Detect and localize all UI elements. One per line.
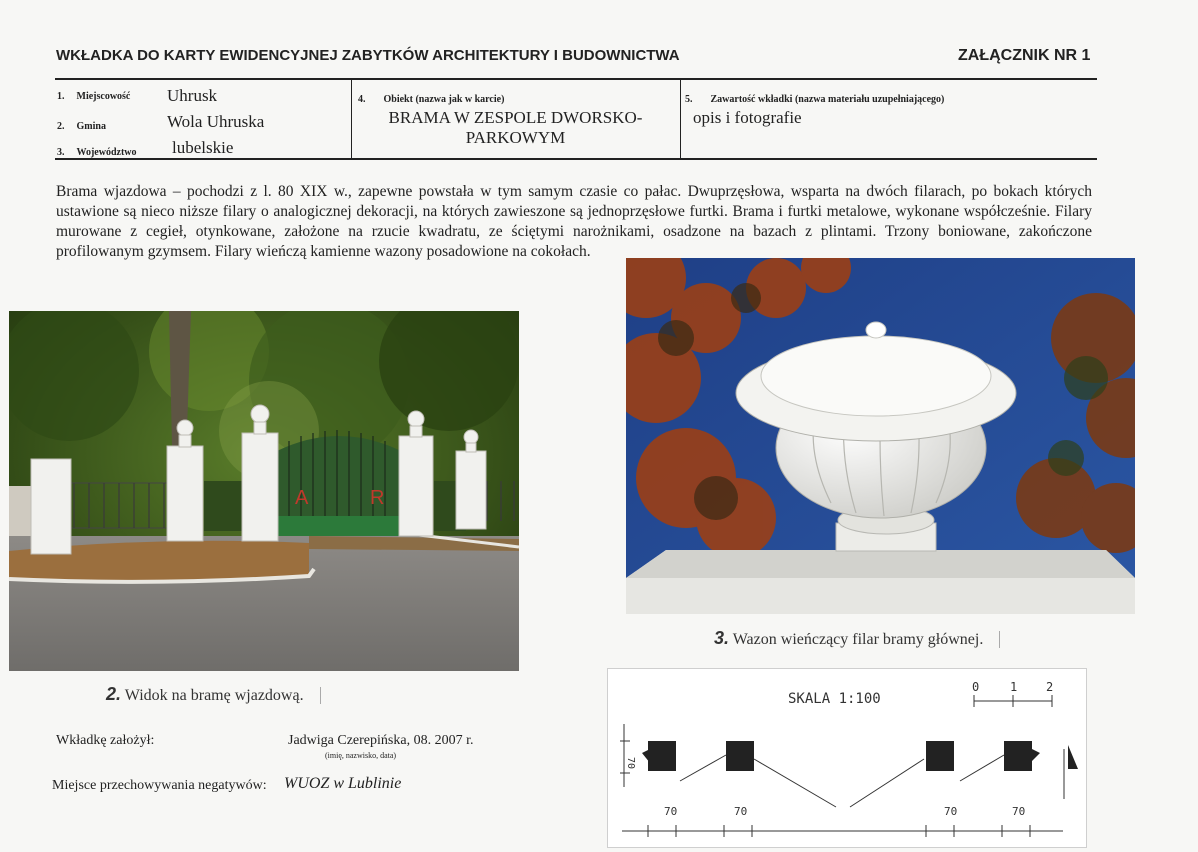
description-paragraph: Brama wjazdowa – pochodzi z l. 80 XIX w., zapewne powstała w tym samym czasie co pałac. Dwuprzęsłowa, wsparta na dwóch filarach, po bokach których ustawione są nieco niższe filary o analogicznej dekoracji, na których zawieszone są jednoprzęsłowe furtki. Brama i furtki metalowe, wykonane współcześnie. Filary murowane z cegieł, otynkowane, założone na rzucie kwadratu, ze ściętymi narożnikami, osadzone na bazach z plintami. Trzony boniowane, zakończone profilowanym gzymsem. Filary wieńczą kamienne wazony posadowione na cokołach.: [56, 183, 1092, 260]
field-divider-2: [680, 80, 681, 159]
scale-label: SKALA 1:100: [788, 691, 881, 707]
scale-tick-1: 1: [1010, 680, 1018, 694]
header-rule-bottom: [55, 158, 1097, 160]
header-rule-top: [55, 78, 1097, 80]
field-locality: 1. Miejscowość: [57, 91, 131, 102]
field-commune: 2. Gmina: [57, 121, 106, 132]
gate-letter-left: A: [295, 487, 309, 509]
gate-letter-right: R: [370, 487, 385, 509]
height-dim-label: 70: [625, 757, 636, 770]
caption-photo-3: 3. Wazon wieńczący filar bramy głównej.: [714, 628, 1000, 649]
annex-label: ZAŁĄCZNIK NR 1: [958, 47, 1091, 64]
author-label: Wkładkę założył:: [56, 733, 155, 748]
field-locality-value: Uhrusk: [167, 86, 218, 105]
scale-tick-0: 0: [972, 680, 980, 694]
dim-label-3: 70: [944, 805, 958, 818]
photo-gate-view: [9, 311, 519, 671]
author-hint: (imię, nazwisko, data): [325, 751, 397, 760]
field-object-value: BRAMA W ZESPOLE DWORSKO- PARKOWYM: [388, 108, 643, 147]
scale-tick-2: 2: [1046, 680, 1054, 694]
scale-drawing: [607, 668, 1087, 848]
field-voivodeship: 3. Województwo: [57, 147, 137, 158]
field-voivodeship-value: lubelskie: [172, 138, 234, 157]
caption-photo-2: 2. Widok na bramę wjazdową.: [106, 684, 321, 705]
field-commune-value: Wola Uhruska: [167, 112, 265, 131]
field-contents-value: opis i fotografie: [693, 108, 802, 127]
field-contents: 5. Zawartość wkładki (nazwa materiału uzupełniającego): [685, 94, 945, 105]
negatives-label: Miejsce przechowywania negatywów:: [52, 778, 267, 793]
dim-label-2: 70: [734, 805, 748, 818]
negatives-value: WUOZ w Lublinie: [284, 775, 402, 792]
author-value: Jadwiga Czerepińska, 08. 2007 r.: [288, 733, 474, 748]
dim-label-1: 70: [664, 805, 678, 818]
photo-vase-closeup: [626, 258, 1135, 614]
dim-label-4: 70: [1012, 805, 1026, 818]
form-title: WKŁADKA DO KARTY EWIDENCYJNEJ ZABYTKÓW ARCHITEKTURY I BUDOWNICTWA: [56, 47, 680, 64]
field-object: 4. Obiekt (nazwa jak w karcie): [358, 94, 505, 105]
